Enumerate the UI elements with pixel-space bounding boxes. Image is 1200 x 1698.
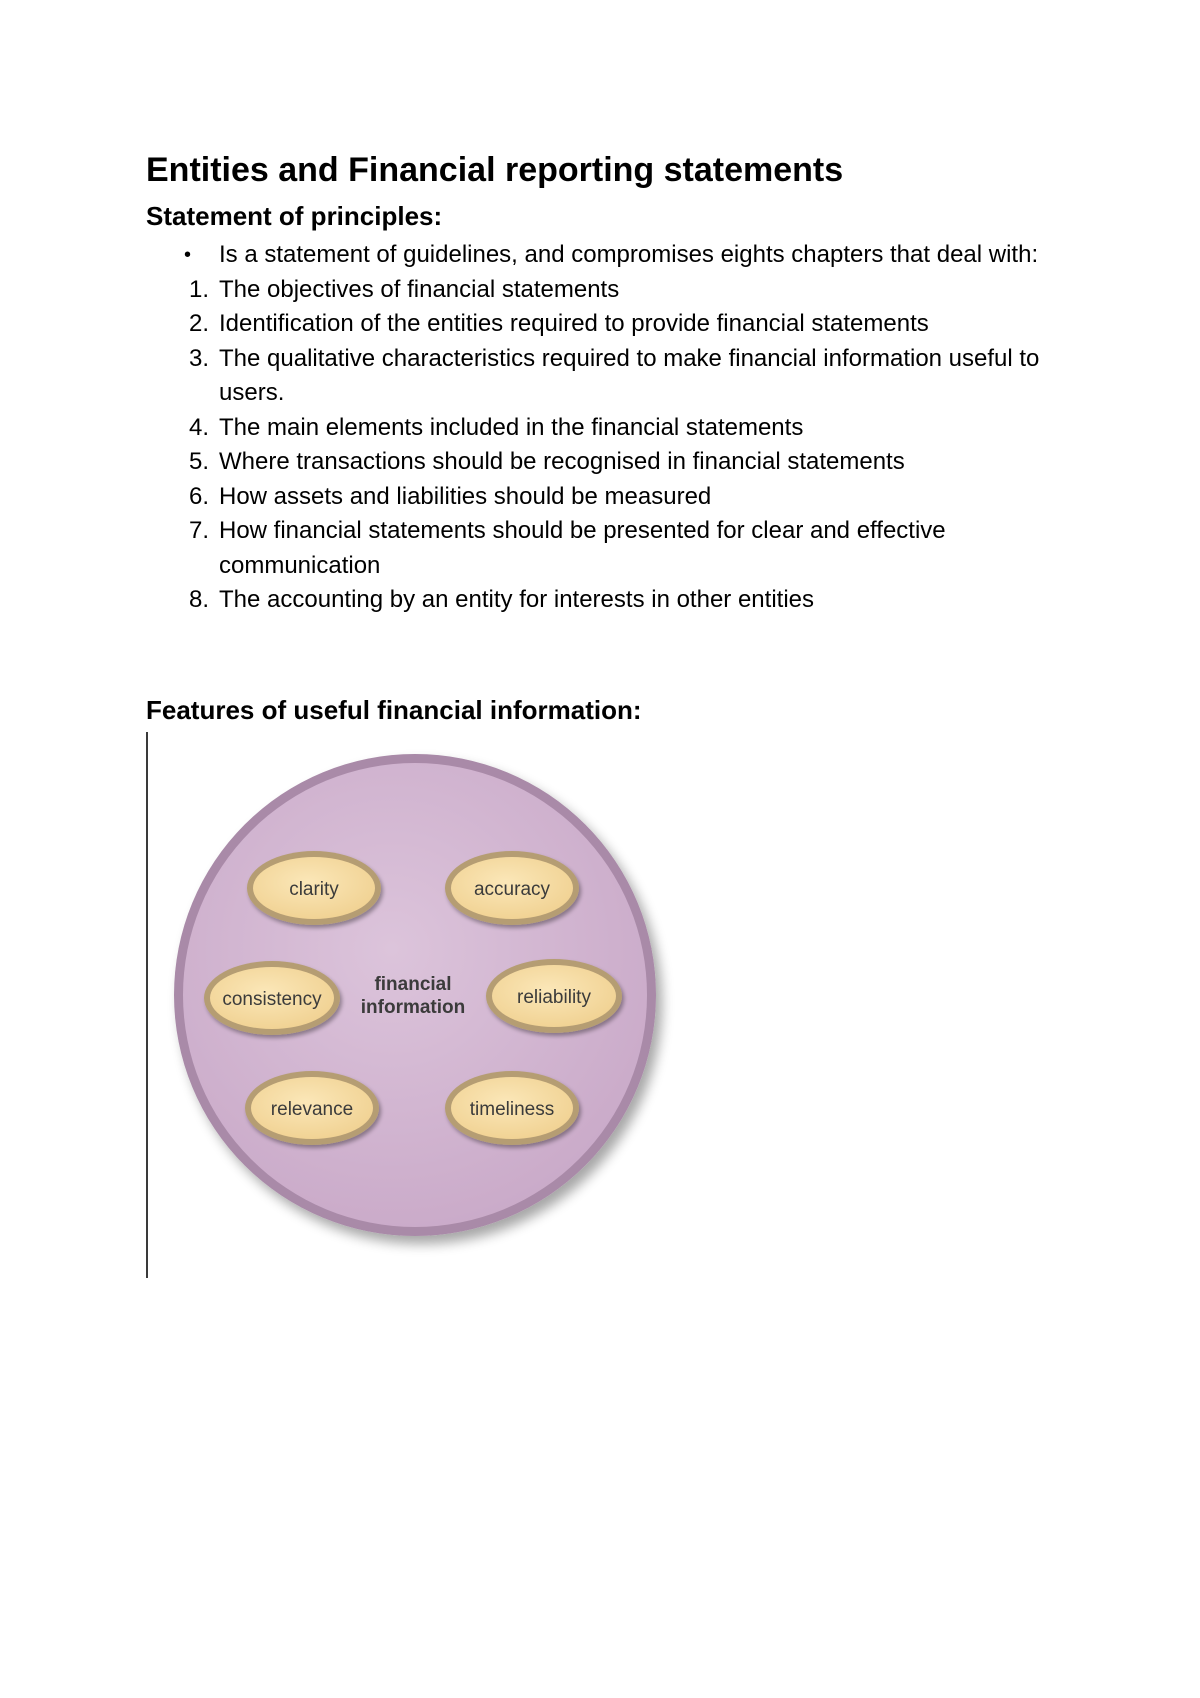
list-item-number: 4. (188, 413, 209, 441)
feature-label: timeliness (469, 1099, 555, 1120)
list-item-text: How financial statements should be presented for clear and effective communication (219, 517, 946, 579)
list-item-number: 7. (188, 517, 209, 544)
features-heading: Features of useful financial information: (146, 695, 642, 725)
list-item-number: 2. (188, 310, 209, 337)
financial-information-diagram (160, 740, 680, 1260)
feature-oval-timeliness (445, 1071, 579, 1145)
list-item (146, 342, 1066, 411)
list-item-text: The qualitative characteristics required to make financial information useful to users. (219, 344, 1040, 406)
center-label-line1: financial (374, 974, 452, 995)
principles-list (146, 238, 1066, 618)
feature-label: consistency (222, 989, 322, 1010)
list-item (146, 514, 1066, 583)
bullet-text: Is a statement of guidelines, and compromises eights chapters that deal with: (219, 241, 1039, 268)
list-item (146, 445, 1066, 480)
feature-label: reliability (517, 987, 591, 1008)
list-item-text: The accounting by an entity for interests in other entities (219, 586, 814, 613)
list-item-text: Identification of the entities required to provide financial statements (219, 310, 929, 337)
list-item (146, 307, 1066, 342)
list-item-number: 3. (188, 344, 209, 372)
bullet-item (146, 238, 1066, 273)
list-item-number: 6. (188, 482, 209, 510)
list-item-number: 8. (188, 586, 209, 613)
list-item (146, 583, 1066, 618)
feature-oval-consistency (204, 961, 340, 1035)
feature-oval-accuracy (445, 851, 579, 925)
feature-label: clarity (289, 879, 339, 900)
feature-oval-clarity (247, 851, 381, 925)
statement-of-principles-heading: Statement of principles: (146, 201, 443, 231)
list-item-text: The main elements included in the financial statements (219, 413, 804, 441)
list-item (146, 411, 1066, 446)
feature-oval-relevance (245, 1071, 379, 1145)
list-item-number: 5. (188, 448, 209, 475)
feature-label: accuracy (473, 879, 551, 900)
figure-left-border (146, 732, 148, 1278)
list-item (146, 273, 1066, 308)
list-item (146, 480, 1066, 515)
list-item-number: 1. (188, 275, 209, 303)
list-item-text: Where transactions should be recognised in financial statements (219, 448, 905, 475)
document-title: Entities and Financial reporting statements (146, 151, 844, 189)
bullet-icon: • (184, 244, 192, 266)
feature-oval-reliability (486, 959, 622, 1033)
feature-label: relevance (270, 1099, 354, 1120)
list-item-text: The objectives of financial statements (219, 275, 620, 303)
center-label-line2: information (360, 997, 466, 1018)
list-item-text: How assets and liabilities should be measured (219, 482, 712, 510)
